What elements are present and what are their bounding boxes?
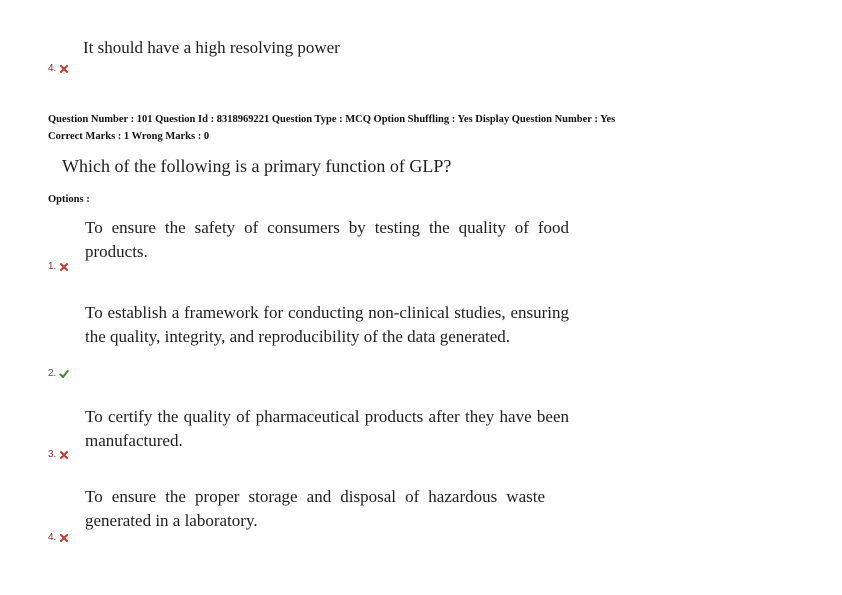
option-number: 3. — [48, 449, 57, 460]
option-2-text: To establish a framework for conducting non-clinical studies, ensuring the quality, integrity, and reproducibility of the data generated. — [85, 303, 569, 346]
option-number: 4. — [48, 532, 57, 543]
option-4-text: To ensure the proper storage and disposal of hazardous waste generated in a laboratory. — [85, 487, 545, 530]
check-icon — [59, 369, 69, 379]
option-3-marker — [48, 449, 69, 460]
option-number: 4. — [48, 63, 57, 74]
previous-option-4-marker — [48, 63, 69, 74]
option-1-marker — [48, 261, 69, 272]
cross-icon — [59, 533, 69, 543]
option-4-marker — [48, 532, 69, 543]
previous-option-4-text: It should have a high resolving power — [83, 38, 340, 57]
question-text: Which of the following is a primary function of GLP? — [62, 156, 452, 176]
cross-icon — [59, 450, 69, 460]
option-number: 2. — [48, 368, 57, 379]
cross-icon — [59, 262, 69, 272]
option-1-text: To ensure the safety of consumers by testing the quality of food products. — [85, 218, 569, 261]
question-meta-line2: Correct Marks : 1 Wrong Marks : 0 — [48, 131, 210, 142]
option-number: 1. — [48, 261, 57, 272]
option-2-marker — [48, 368, 69, 379]
option-3-text: To certify the quality of pharmaceutical products after they have been manufactured. — [85, 407, 569, 450]
question-meta-line1: Question Number : 101 Question Id : 8318969221 Question Type : MCQ Option Shuffling : Yes Display Question Number : Yes — [48, 114, 616, 125]
cross-icon — [59, 64, 69, 74]
options-label: Options : — [48, 194, 90, 205]
